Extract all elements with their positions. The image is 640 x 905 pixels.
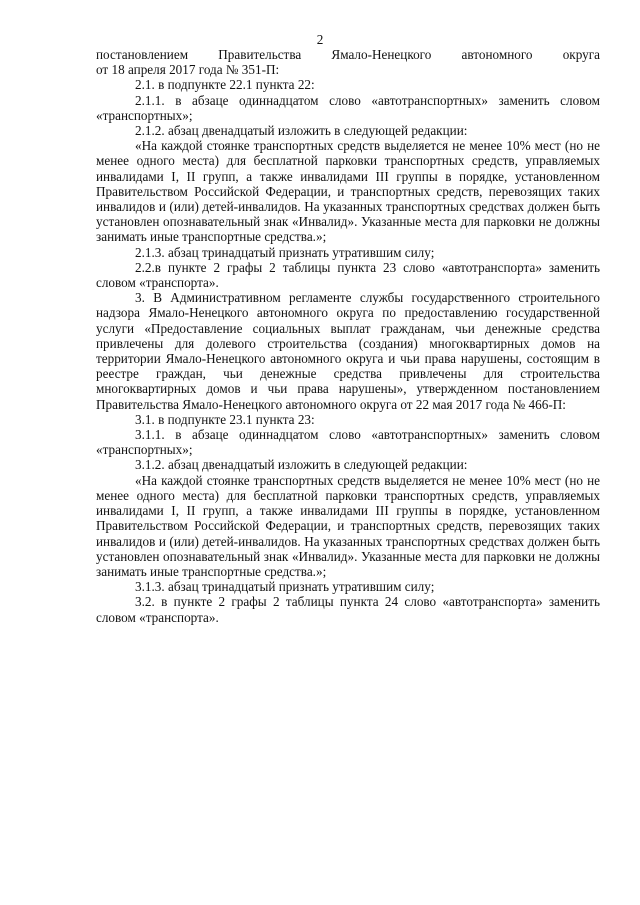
paragraph: от 18 апреля 2017 года № 351-П: bbox=[96, 62, 280, 78]
paragraph: 3.1.3. абзац тринадцатый признать утратившим силу; bbox=[135, 579, 435, 595]
paragraph: постановлением Правительства Ямало-Ненецкого автономного округа bbox=[96, 47, 600, 62]
document-body bbox=[96, 47, 600, 625]
paragraph: 2.1.3. абзац тринадцатый признать утратившим силу; bbox=[135, 244, 435, 260]
page-number: 2 bbox=[316, 32, 324, 47]
paragraph: 3.2. в пункте 2 графы 2 таблицы пункта 24 слово «автотранспорта» заменить словом «транспорта». bbox=[96, 594, 600, 625]
paragraph: 2.1.1. в абзаце одиннадцатом слово «автотранспортных» заменить словом «транспортных»; bbox=[96, 92, 600, 123]
paragraph: 3.1.1. в абзаце одиннадцатом слово «автотранспортных» заменить словом «транспортных»; bbox=[96, 427, 600, 458]
paragraph: 2.2.в пункте 2 графы 2 таблицы пункта 23 слово «автотранспорта» заменить словом «транспорта». bbox=[96, 259, 600, 291]
paragraph: «На каждой стоянке транспортных средств выделяется не менее 10% мест (но не менее одного места) для бесплатной парковки транспортных средств, управляемых инвалидами I, II групп, а также инвалидами III группы в порядке, установленном Правительством Российской Федерации, и транспортных средств, перевозящих таких инвалидов и (или) детей-инвалидов. На указанных транспортных средствах должен быть установлен опознавательный знак «Инвалид». Указанные места для парковки не должны занимать иные транспортные средства.»; bbox=[96, 472, 600, 579]
paragraph: 3.1.2. абзац двенадцатый изложить в следующей редакции: bbox=[135, 457, 468, 473]
paragraph: «На каждой стоянке транспортных средств выделяется не менее 10% мест (но не менее одного места) для бесплатной парковки транспортных средств, управляемых инвалидами I, II групп, а также инвалидами III группы в порядке, установленном Правительством Российской Федерации, и транспортных средств, перевозящих таких инвалидов и (или) детей-инвалидов. На указанных транспортных средствах должен быть установлен опознавательный знак «Инвалид». Указанные места для парковки не должны занимать иные транспортные средства.»; bbox=[96, 138, 600, 245]
paragraph: 3.1. в подпункте 23.1 пункта 23: bbox=[135, 411, 315, 427]
paragraph: 2.1. в подпункте 22.1 пункта 22: bbox=[135, 77, 315, 93]
paragraph: 3. В Административном регламенте службы государственного строительного надзора Ямало-Ненецкого автономного округа по предоставлению государственной услуги «Предоставление социальных выплат гражданам, чьи денежные средства привлечены для долевого строительства (создания) многоквартирных домов на территории Ямало-Ненецкого автономного округа и чьи права нарушены, состоящим в реестре граждан, чьи денежные средства привлечены для строительства многоквартирных домов и чьи права нарушены», утвержденном постановлением Правительства Ямало-Ненецкого автономного округа от 22 мая 2017 года № 466-П: bbox=[96, 290, 600, 412]
paragraph: 2.1.2. абзац двенадцатый изложить в следующей редакции: bbox=[135, 123, 468, 139]
